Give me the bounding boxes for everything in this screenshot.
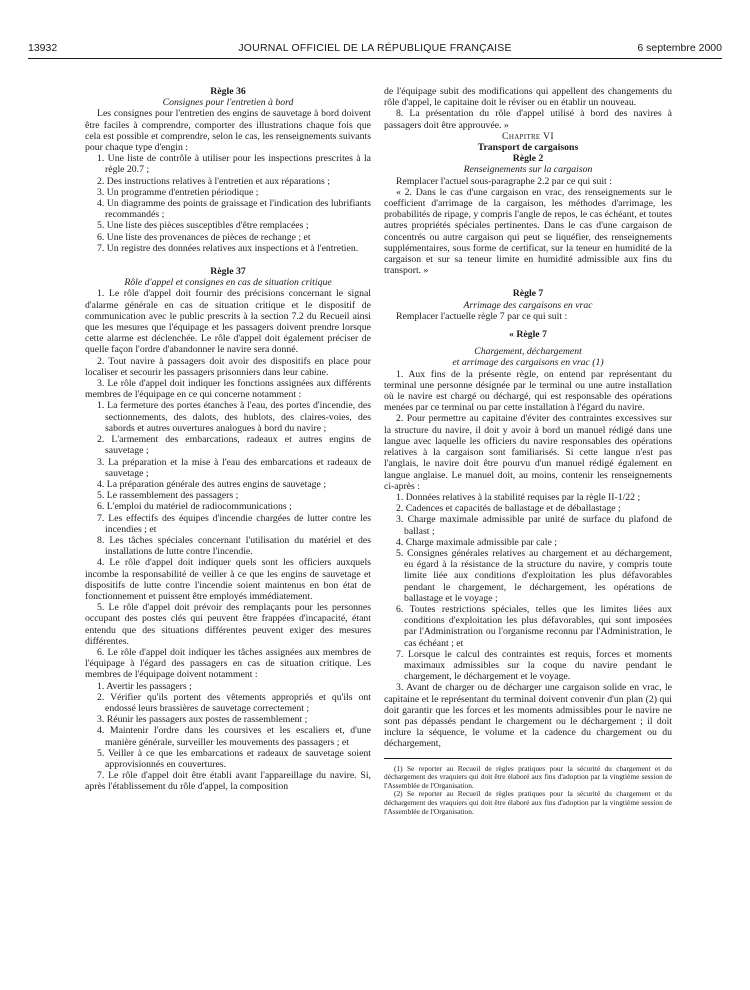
list-item: 1. Données relatives à la stabilité requises par la règle II-1/22 ; [396, 491, 641, 503]
list-item: 2. Cadences et capacités de ballastage et de déballastage ; [396, 503, 621, 515]
list-item: 5. Une liste des pièces susceptibles d'être remplacées ; [97, 220, 309, 232]
list-item: 7. Un registre des données relatives aux inspections et à l'entretien. [97, 242, 359, 254]
rule-36-intro: Les consignes pour l'entretien des engins de sauvetage à bord doivent être faciles à comprendre, comporter des illustrations chaque fois que cela est possible et comprendre, selon le cas, les renseignements suivants pour chaque type d'engin : [85, 108, 371, 154]
rule-36-subtitle: Consignes pour l'entretien à bord [162, 97, 294, 109]
list-item: 2. Vérifier qu'ils portent des vêtements appropriés et qu'ils ont endossé leurs brassières de sauvetage correctement ; [97, 691, 371, 714]
list-item: 8. Les tâches spéciales concernant l'utilisation du matériel et des installations de lutte contre l'incendie. [97, 534, 371, 558]
list-item: 3. Charge maximale admissible par unité de surface du plafond de ballast ; [396, 514, 672, 537]
list-item: 4. Maintenir l'ordre dans les coursives et les escaliers et, d'une manière générale, surveiller les mouvements des passagers ; et [97, 725, 371, 748]
quoted-rule-7-title: « Règle 7 [509, 329, 547, 341]
list-item: 6. L'emploi du matériel de radiocommunications ; [97, 501, 292, 513]
chapter-heading: Chapitre VI [502, 130, 554, 142]
paragraph: 5. Le rôle d'appel doit prévoir des remplaçants pour les personnes occupant des postes clés qui peuvent être frappées d'incapacité, étant entendu que des situations différentes peuvent exiger des mesures différentes. [85, 602, 371, 647]
list-item: 3. Un programme d'entretien périodique ; [97, 186, 259, 198]
rule-37-title: Règle 37 [210, 266, 246, 278]
instruction: Remplacer l'actuelle règle 7 par ce qui suit : [396, 310, 568, 322]
rule-37-subtitle: Rôle d'appel et consignes en cas de situation critique [124, 277, 332, 289]
paragraph: 2. Pour permettre au capitaine d'éviter des contraintes excessives sur la structure du navire, il doit y avoir à bord un manuel rédigé dans une langue avec laquelle les officiers du navire responsables des opérations relatives à la cargaison sont familiarisés. Si cette langue n'est pas l'anglais, le navire doit être pourvu d'un manuel rédigé également en langue anglaise. Le manuel doit, au moins, contenir les renseignements ci-après : [384, 413, 672, 492]
footnote-divider [384, 758, 672, 759]
paragraph: 7. Le rôle d'appel doit être établi avant l'appareillage du navire. Si, après l'établissement du rôle d'appel, la composition [85, 770, 371, 793]
list-item: 6. Une liste des provenances de pièces de rechange ; et [97, 231, 311, 243]
page-number: 13932 [28, 42, 58, 54]
list-item: 2. Des instructions relatives à l'entretien et aux réparations ; [97, 175, 330, 187]
list-item: 1. Une liste de contrôle à utiliser pour les inspections prescrites à la règle 20.7 ; [97, 153, 371, 176]
chapter-title: Transport de cargaisons [477, 142, 579, 154]
paragraph: 1. Aux fins de la présente règle, on entend par représentant du terminal une personne désignée par le terminal ou une autre installation où le navire est chargé ou déchargé, qui est responsable des opérations menées par ce terminal ou par cette installation à l'égard du navire. [384, 368, 672, 414]
page-header [28, 42, 722, 56]
list-item: 5. Consignes générales relatives au chargement et au déchargement, eu égard à la résistance de la structure du navire, y compris toute limite liée aux conditions d'exploitation les plus défavorables pendant le chargement, le déchargement, les opérations de ballastage et le voyage ; [396, 547, 672, 604]
paragraph: 6. Le rôle d'appel doit indiquer les tâches assignées aux membres de l'équipage à l'égard des passagers en cas de situation critique. Les membres de l'équipage doivent notamment : [85, 646, 371, 681]
paragraph: 1. Le rôle d'appel doit fournir des précisions concernant le signal d'alarme générale en cas de situation critique et le dispositif de communication avec le public prescrits à la section 7.2 du Recueil ainsi que les mesures que l'équipage et les passagers doivent prendre lorsque cette alarme est déclenchée. Le rôle d'appel doit également préciser de quelle façon l'ordre d'abandonner le navire sera donné. [85, 288, 371, 356]
instruction: Remplacer l'actuel sous-paragraphe 2.2 par ce qui suit : [396, 175, 612, 187]
rule-2-subtitle: Renseignements sur la cargaison [463, 164, 593, 176]
paragraph: 3. Le rôle d'appel doit indiquer les fonctions assignées aux différents membres de l'équipage en ce qui concerne notamment : [85, 378, 371, 401]
right-column [384, 86, 672, 816]
rule-36-title: Règle 36 [210, 86, 246, 97]
list-item: 5. Le rassemblement des passagers ; [97, 490, 239, 502]
paragraph: 8. La présentation du rôle d'appel utilisé à bord des navires à passagers doit être approuvée. » [384, 108, 672, 131]
list-item: 6. Toutes restrictions spéciales, telles que les limites liées aux conditions d'exploitation les plus défavorables, qui sont imposées par l'Administration ou l'organisme reconnu par l'Administration, le cas échéant ; et [396, 603, 672, 649]
list-item: 4. Un diagramme des points de graissage et l'indication des lubrifiants recommandés ; [97, 198, 371, 221]
paragraph: de l'équipage subit des modifications qui appellent des changements du rôle d'appel, le capitaine doit le réviser ou en établir un nouveau. [384, 86, 672, 109]
paragraph: 2. Tout navire à passagers doit avoir des dispositifs en place pour localiser et secourir les passagers prisonniers dans leur cabine. [85, 355, 371, 378]
paragraph: 3. Avant de charger ou de décharger une cargaison solide en vrac, le capitaine et le représentant du terminal doivent convenir d'un plan (2) qui doit garantir que les forces et les moments admissibles pour le navire ne sont pas dépassés pendant le chargement ou le déchargement ; il doit inclure la séquence, le volume et la cadence du chargement ou du déchargement, [384, 682, 672, 750]
paragraph: 4. Le rôle d'appel doit indiquer quels sont les officiers auxquels incombe la responsabilité de veiller à ce que les engins de sauvetage et dispositifs de lutte contre l'incendie soient maintenus en bon état de fonctionnement et puissent être employés immédiatement. [85, 557, 371, 602]
rule-7-title: Règle 7 [512, 288, 544, 300]
rule-2-title: Règle 2 [512, 153, 544, 165]
rule-7-subtitle: Arrimage des cargaisons en vrac [463, 299, 593, 311]
list-item: 3. La préparation et la mise à l'eau des embarcations et radeaux de sauvetage ; [97, 456, 371, 479]
list-item: 1. La fermeture des portes étanches à l'eau, des portes d'incendie, des sectionnements, des dalots, des hublots, des claires-voies, des sabords et autres ouvertures analogues à bord du navire ; [97, 400, 371, 434]
quoted-rule-7-subtitle-1: Chargement, déchargement [474, 346, 582, 358]
header-divider [28, 58, 722, 59]
list-item: 1. Avertir les passagers ; [97, 680, 192, 692]
list-item: 4. Charge maximale admissible par cale ; [396, 536, 557, 548]
quoted-rule-7-subtitle-2: et arrimage des cargaisons en vrac (1) [452, 357, 604, 369]
list-item: 5. Veiller à ce que les embarcations et radeaux de sauvetage soient approvisionnés en couvertures. [97, 747, 371, 770]
footnote: (2) Se reporter au Recueil de règles pratiques pour la sécurité du chargement et du déchargement des vraquiers qui doit être élaboré aux fins d'adoption par la vingtième session de l'Assemblée de l'Organisation. [384, 789, 672, 816]
list-item: 3. Réunir les passagers aux postes de rassemblement ; [97, 714, 308, 726]
footnote: (1) Se reporter au Recueil de règles pratiques pour la sécurité du chargement et du déchargement des vraquiers qui doit être élaboré aux fins d'adoption par la vingtième session de l'Assemblée de l'Organisation. [384, 763, 672, 790]
publication-date: 6 septembre 2000 [637, 42, 722, 54]
list-item: 2. L'armement des embarcations, radeaux et autres engins de sauvetage ; [97, 434, 371, 457]
quoted-paragraph: « 2. Dans le cas d'une cargaison en vrac, des renseignements sur le coefficient d'arrimage de la cargaison, les méthodes d'arrimage, les probabilités de ripage, y compris l'angle de repos, le cas échéant, et toutes autres propriétés spéciales pertinentes. Dans le cas d'une cargaison de concentrés ou autre cargaison qui peut se liquéfier, des renseignements supplémentaires, sous forme de certificat, sur la teneur en humidité de la cargaison et sur sa teneur limite en humidité admissible aux fins du transport. » [384, 186, 672, 277]
journal-title: JOURNAL OFFICIEL DE LA RÉPUBLIQUE FRANÇAISE [238, 42, 512, 54]
list-item: 7. Lorsque le calcul des contraintes est requis, forces et moments maximaux admissibles sur la coque du navire pendant le chargement, le déchargement et le voyage. [396, 648, 672, 683]
list-item: 7. Les effectifs des équipes d'incendie chargées de lutter contre les incendies ; et [97, 512, 371, 535]
list-item: 4. La préparation générale des autres engins de sauvetage ; [97, 478, 327, 490]
left-column [85, 86, 371, 793]
